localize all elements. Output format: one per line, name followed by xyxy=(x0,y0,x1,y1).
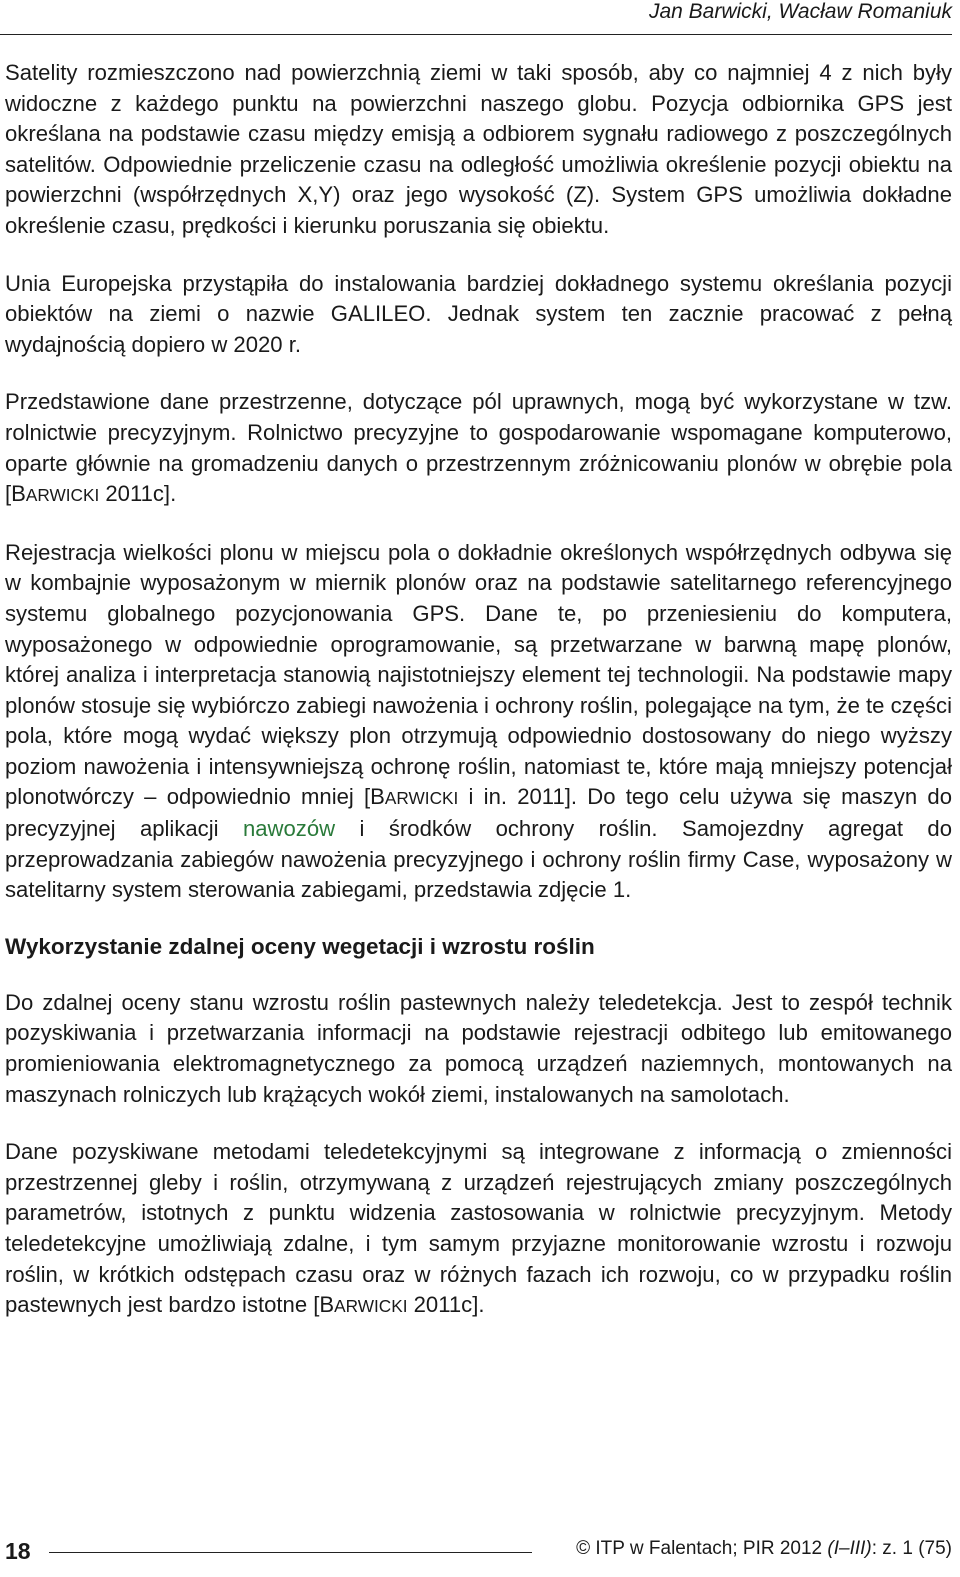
running-header xyxy=(0,0,952,35)
paragraph-text-end: i środków ochrony roślin. Samojezdny agregat do przeprowadzania zabiegów nawożenia precyzyjnego i ochrony roślin firmy Case, wyposażony w satelitarny system sterowania zabiegami, przedstawia zdjęcie 1. xyxy=(5,816,952,903)
paragraph-remote-sensing-data xyxy=(5,1137,952,1322)
citation-author: ARWICKI xyxy=(384,788,459,809)
paragraph-gps-satellites: Satelity rozmieszczono nad powierzchnią ziemi w taki sposób, aby co najmniej 4 z nich były widoczne z każdego punktu na powierzchni naszego globu. Pozycja odbiornika GPS jest określana na podstawie czasu między emisją a odbiorem sygnału radiowego z poszczególnych satelitów. Odpowiednie przeliczenie czasu na odległość umożliwia określenie pozycji obiektu na powierzchni (współrzędnych X,Y) oraz jego wysokość (Z). System GPS umożliwia dokładne określenie czasu, prędkości i kierunku poruszania się obiektu. xyxy=(5,60,952,238)
issue-range: (I–III) xyxy=(827,1538,872,1559)
section-heading: Wykorzystanie zdalnej oceny wegetacji i wzrostu roślin xyxy=(5,933,595,959)
paragraph-yield-registration xyxy=(5,538,952,906)
paragraph-text: Przedstawione dane przestrzenne, dotyczące pól uprawnych, mogą być wykorzystane w tzw. rolnictwie precyzyjnym. Rolnictwo precyzyjne to gospodarowanie wspomagane komputerowo, oparte głównie na gromadzeniu danych o przestrzennym zróżnicowaniu plonów w obrębie pola [B xyxy=(5,389,952,507)
page-footer xyxy=(5,1532,952,1572)
citation-year: 2011c]. xyxy=(99,481,177,507)
paragraph-text: Dane pozyskiwane metodami teledetekcyjnymi są integrowane z informacją o zmienności przestrzennej gleby i roślin, otrzymywaną z urządzeń rejestrujących zmiany poszczególnych parametrów, istotnych z punktu widzenia zastosowania w rolnictwie precyzyjnym. Metody teledetekcyjne umożliwiają zdalne, i tym samym przyjazne monitorowanie wzrostu i rozwoju roślin, w krótkich odstępach czasu oraz w różnych fazach ich rozwoju, co w przypadku roślin pastewnych jest bardzo istotne [B xyxy=(5,1139,952,1318)
citation-year: 2011c]. xyxy=(407,1292,485,1318)
paragraph-remote-sensing: Do zdalnej oceny stanu wzrostu roślin pastewnych należy teledetekcja. Jest to zespół technik pozyskiwania i przetwarzania informacji na podstawie rejestracji odbitego lub emitowanego promieniowania elektromagnetycznego za pomocą urządzeń naziemnych, montowanych na maszynach rolniczych lub krążących wokół ziemi, instalowanych na samolotach. xyxy=(5,989,952,1107)
footer-source xyxy=(576,1538,952,1560)
fertilizer-link[interactable]: nawozów xyxy=(242,816,336,842)
header-authors: Jan Barwicki, Wacław Romaniuk xyxy=(648,0,952,23)
source-text: © ITP w Falentach; PIR 2012 xyxy=(576,1538,828,1559)
issue-number: : z. 1 (75) xyxy=(871,1538,952,1559)
paragraph-galileo: Unia Europejska przystąpiła do instalowania bardziej dokładnego systemu określania pozycji obiektów na ziemi o nazwie GALILEO. Jednak system ten zacznie pracować z pełną wydajnością dopiero w 2020 r. xyxy=(5,270,952,357)
citation-author: ARWICKI xyxy=(25,485,100,506)
paragraph-precision-farming xyxy=(5,387,952,510)
page-number: 18 xyxy=(5,1538,31,1564)
paragraph-text-continued: i in. 2011]. Do tego celu używa się maszyn do precyzyjnej aplikacji xyxy=(5,784,953,842)
paragraph-text: Rejestracja wielkości plonu w miejscu pola o dokładnie określonych współrzędnych odbywa się w kombajnie wyposażonym w miernik plonów oraz na podstawie satelitarnego referencyjnego systemu globalnego pozycjonowania GPS. Dane te, po przeniesieniu do komputera, wyposażonego w odpowiednie oprogramowanie, są przetwarzane w barwną mapę plonów, której analiza i interpretacja stanowią najistotniejszy element tej technologii. Na podstawie mapy plonów stosuje się wybiórczo zabiegi nawożenia i ochrony roślin, polegające na tym, że te części pola, które mogą wydać większy plon otrzymują odpowiednio dostosowany do niego wyższy poziom nawożenia i intensywniejszą ochronę roślin, natomiast te, które mają mniejszy potencjał plonotwórczy – odpowiednio mniej [B xyxy=(5,539,952,810)
citation-author: ARWICKI xyxy=(334,1296,408,1317)
footer-rule xyxy=(49,1552,532,1553)
body-text xyxy=(5,58,952,1322)
